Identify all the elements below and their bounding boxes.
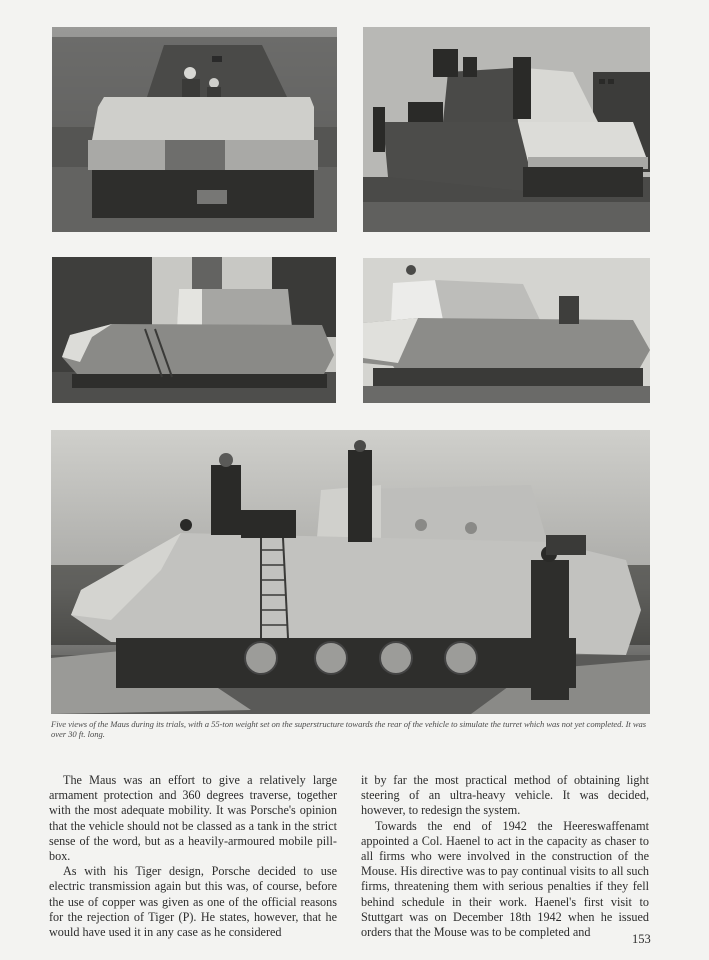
- page-number: 153: [632, 932, 651, 946]
- photo-caption: Five views of the Maus during its trials, with a 55-ton weight set on the superstructure towards the rear of the vehicle to simulate the turret which was not yet completed. It was over 30 ft. long.: [51, 719, 647, 739]
- photo-maus-rear-view: [363, 27, 650, 232]
- body-column-left: [49, 773, 337, 940]
- photo-maus-front-view: [52, 27, 337, 232]
- photo-maus-side-field-image: [363, 258, 650, 403]
- photo-maus-side-trees-image: [52, 257, 336, 403]
- photo-maus-rear-image: [363, 27, 650, 232]
- photo-maus-side-view-trees: [52, 257, 336, 403]
- body-column-right: [361, 773, 649, 940]
- paragraph: it by far the most practical method of obtaining light steering of an ultra-heavy vehicle. It was decided, however, to redesign the system.: [361, 773, 649, 818]
- paragraph: The Maus was an effort to give a relatively large armament protection and 360 degrees traverse, together with the most adequate mobility. It was Porsche's opinion that the vehicle should not be classed as a tank in the strict sense of the word, but as a heavily-armoured mobile pill-box.: [49, 773, 337, 864]
- photo-maus-front-image: [52, 27, 337, 232]
- photo-maus-large-side-view: [51, 430, 650, 714]
- photo-maus-side-view-field: [363, 258, 650, 403]
- paragraph: Towards the end of 1942 the Heereswaffenamt appointed a Col. Haenel to act in the capacity as chaser to all firms who were involved in the construction of the Mouse. His directive was to pay continual visits to all such firms, threatening them with serious penalties if they fell behind schedule in their work. Haenel's first visit to Stuttgart was on December 18th 1942 when he issued orders that the Mouse was to be completed and: [361, 818, 649, 940]
- photo-maus-large-image: [51, 430, 650, 714]
- paragraph: As with his Tiger design, Porsche decided to use electric transmission again but this was, of course, before the use of copper was given as one of the official reasons for the rejection of Tiger (P). He states, however, that he would have used it in any case as he considered: [49, 864, 337, 940]
